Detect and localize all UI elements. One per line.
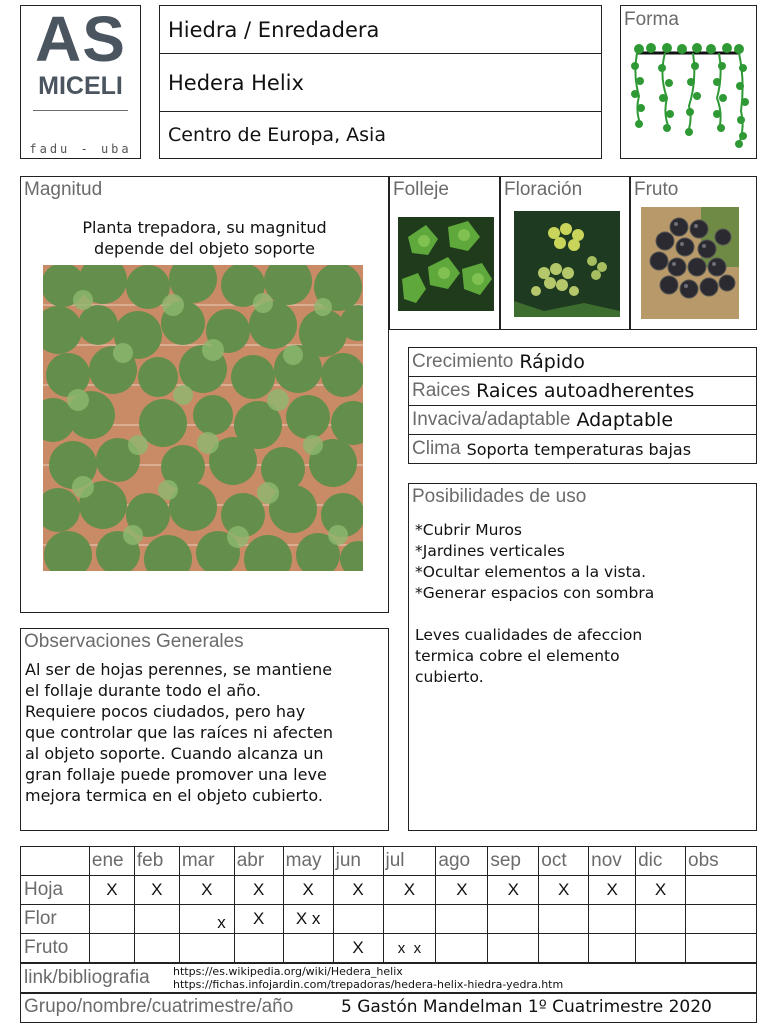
floracion-label: Floración — [504, 179, 583, 200]
calendar-mark — [234, 934, 283, 963]
fruto-label: Fruto — [634, 179, 679, 200]
usos-note-line: termica cobre el elemento — [415, 647, 620, 665]
calendar-mark — [636, 905, 686, 934]
attr-crecimiento — [409, 348, 756, 377]
logo-mark: AS — [35, 3, 126, 75]
attr-clima — [409, 435, 756, 463]
ivy-flowers-photo — [514, 211, 620, 317]
calendar-mark — [686, 934, 757, 963]
calendar-mark — [89, 934, 134, 963]
origin: Centro de Europa, Asia — [168, 124, 386, 146]
calendar-mark: X — [179, 876, 234, 905]
month-header: mar — [179, 847, 234, 876]
follaje-label: Folleje — [393, 179, 449, 200]
calendar-row-label: Flor — [21, 905, 90, 934]
month-header: oct — [539, 847, 589, 876]
observaciones-box — [20, 628, 389, 831]
calendar-mark: X — [89, 876, 134, 905]
usos-item: *Ocultar elementos a la vista. — [415, 563, 647, 581]
calendar-mark: X — [333, 934, 383, 963]
calendar-mark: X — [234, 905, 283, 934]
magnitud-text — [21, 217, 388, 259]
floracion-box — [500, 176, 630, 330]
calendar-mark: X — [539, 876, 589, 905]
calendar-mark — [488, 934, 539, 963]
ivy-berries-photo — [641, 207, 739, 319]
usos-box — [408, 483, 757, 831]
month-header: jul — [383, 847, 436, 876]
calendar-mark: X x — [283, 905, 333, 934]
magnitud-label: Magnitud — [24, 179, 103, 200]
calendar-mark — [134, 905, 179, 934]
month-header: ago — [436, 847, 488, 876]
ivy-wall-photo — [43, 265, 363, 571]
observaciones-label: Observaciones Generales — [24, 631, 244, 652]
calendar-mark — [436, 905, 488, 934]
observaciones-line: gran follaje puede promover una leve — [25, 765, 327, 784]
bibliografia-link[interactable]: https://es.wikipedia.org/wiki/Hedera_helix — [173, 965, 403, 978]
common-name: Hiedra / Enredadera — [160, 6, 601, 54]
calendar-mark: X — [383, 876, 436, 905]
grupo-row — [20, 992, 757, 1023]
hanging-vine-icon — [627, 36, 751, 150]
attr-key: Raices — [412, 380, 471, 401]
attr-key: Clima — [412, 438, 461, 459]
calendar-row-label: Hoja — [21, 876, 90, 905]
attr-value: Adaptable — [576, 409, 674, 431]
calendar-header-row — [21, 847, 757, 876]
observaciones-line: que controlar que las raíces ni afecten — [25, 723, 333, 742]
calendar-mark — [333, 905, 383, 934]
calendar-mark — [383, 905, 436, 934]
attr-value: Raices autoadherentes — [476, 380, 695, 402]
ivy-leaves-photo — [398, 217, 494, 311]
attributes-box — [408, 347, 757, 464]
magnitud-text-line: Planta trepadora, su magnitud — [82, 218, 327, 237]
calendar-mark: x — [179, 909, 234, 938]
calendar-mark: X — [234, 876, 283, 905]
logo-divider — [33, 110, 128, 111]
usos-list — [415, 520, 654, 688]
forma-label: Forma — [624, 9, 679, 30]
calendar-mark: X — [134, 876, 179, 905]
calendar-row-fruto — [21, 934, 757, 963]
attr-value: Rápido — [519, 351, 585, 373]
month-header: nov — [589, 847, 636, 876]
magnitud-text-line: depende del objeto soporte — [94, 239, 315, 258]
observaciones-line: al objeto soporte. Cuando alcanza un — [25, 744, 324, 763]
calendar-mark — [686, 905, 757, 934]
calendar-mark — [539, 905, 589, 934]
attr-key: Invaciva/adaptable — [412, 409, 571, 430]
fruto-box — [630, 176, 757, 330]
attr-key: Crecimiento — [412, 351, 514, 372]
calendar-mark: X — [333, 876, 383, 905]
attr-raices — [409, 377, 756, 406]
usos-label: Posibilidades de uso — [412, 486, 587, 507]
grupo-value: 5 Gastón Mandelman 1º Cuatrimestre 2020 — [341, 997, 712, 1017]
scientific-name: Hedera Helix — [160, 54, 601, 112]
calendar-mark — [589, 934, 636, 963]
month-header: jun — [333, 847, 383, 876]
calendar-mark: x x — [383, 934, 436, 963]
logo-name: MICELI — [38, 72, 123, 100]
calendar-mark: X — [636, 876, 686, 905]
calendar-mark: X — [488, 876, 539, 905]
calendar-mark — [636, 934, 686, 963]
plant-names-box — [159, 5, 602, 159]
month-header: may — [283, 847, 333, 876]
usos-item: *Cubrir Muros — [415, 521, 523, 539]
calendar-mark: X — [283, 876, 333, 905]
calendar-mark — [539, 934, 589, 963]
magnitud-box — [20, 176, 389, 613]
month-header: obs — [686, 847, 757, 876]
attr-invaciva — [409, 406, 756, 435]
logo-box — [20, 5, 141, 159]
logo-tagline: fadu - uba — [29, 142, 132, 156]
calendar-row-flor — [21, 905, 757, 934]
phenology-calendar — [20, 846, 757, 963]
bibliografia-links — [173, 965, 563, 991]
usos-note-line: cubierto. — [415, 668, 484, 686]
calendar-mark — [589, 905, 636, 934]
observaciones-line: Requiere pocos ciudados, pero hay — [25, 702, 306, 721]
bibliografia-row — [20, 963, 757, 994]
usos-item: *Generar espacios con sombra — [415, 584, 655, 602]
forma-box — [620, 5, 757, 159]
calendar-mark — [89, 905, 134, 934]
calendar-row-label: Fruto — [21, 934, 90, 963]
calendar-mark: X — [589, 876, 636, 905]
month-header: abr — [234, 847, 283, 876]
bibliografia-label: link/bibliografia — [24, 967, 150, 988]
calendar-row-hoja — [21, 876, 757, 905]
grupo-label: Grupo/nombre/cuatrimestre/año — [24, 996, 294, 1017]
month-header: feb — [134, 847, 179, 876]
calendar-mark: X — [436, 876, 488, 905]
observaciones-line: Al ser de hojas perennes, se mantiene — [25, 660, 333, 679]
calendar-mark — [134, 934, 179, 963]
usos-item: *Jardines verticales — [415, 542, 565, 560]
usos-note-line: Leves cualidades de afeccion — [415, 626, 643, 644]
month-header: sep — [488, 847, 539, 876]
observaciones-line: mejora termica en el objeto cubierto. — [25, 786, 323, 805]
observaciones-text — [25, 659, 333, 806]
calendar-mark — [488, 905, 539, 934]
calendar-mark — [283, 934, 333, 963]
bibliografia-link[interactable]: https://fichas.infojardin.com/trepadoras/hedera-helix-hiedra-yedra.htm — [173, 978, 564, 991]
calendar-mark — [179, 934, 234, 963]
calendar-mark — [686, 876, 757, 905]
follaje-box — [389, 176, 500, 330]
calendar-mark — [436, 934, 488, 963]
month-header: dic — [636, 847, 686, 876]
attr-value: Soporta temperaturas bajas — [466, 439, 692, 459]
month-header: ene — [89, 847, 134, 876]
calendar-corner — [21, 847, 90, 876]
observaciones-line: el follaje durante todo el año. — [25, 681, 261, 700]
